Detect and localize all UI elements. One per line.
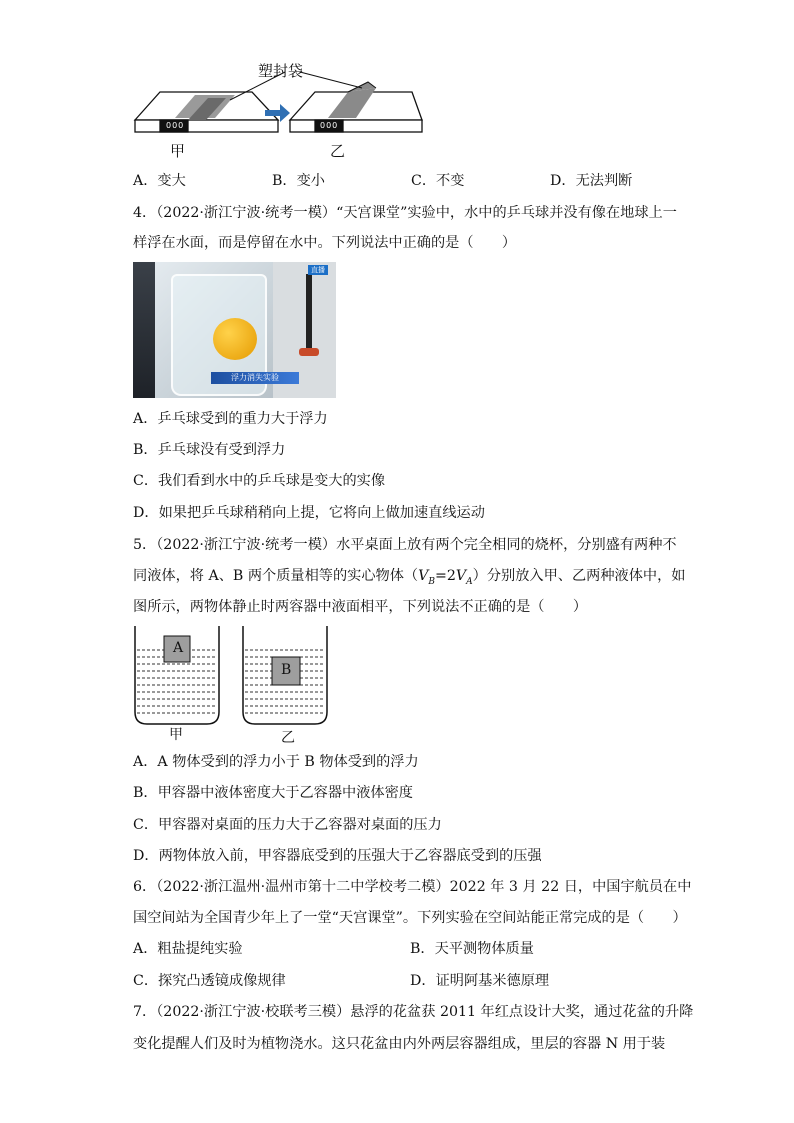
- live-tag: 直播: [308, 265, 328, 275]
- ping-pong-ball: [213, 318, 257, 360]
- caption-left: 甲: [169, 727, 183, 743]
- device-digits-right: 000: [320, 121, 339, 130]
- block-a-label: A: [173, 640, 184, 656]
- bag-label: 塑封袋: [258, 62, 304, 80]
- device-digits-left: 000: [166, 121, 185, 130]
- q5-figure: [133, 626, 363, 744]
- caption-left: 甲: [170, 142, 186, 160]
- scale-right: [290, 82, 422, 132]
- q6-stem-line2: 国空间站为全国青少年上了一堂“天宫课堂”。下列实验在空间站能正常完成的是（ ）: [133, 910, 687, 926]
- q5-option-c: C．甲容器对桌面的压力大于乙容器对桌面的压力: [133, 817, 442, 833]
- q4-option-a: A．乒乓球受到的重力大于浮力: [133, 411, 328, 427]
- q4-option-b: B．乒乓球没有受到浮力: [133, 442, 286, 458]
- q6-option-c: C．探究凸透镜成像规律: [133, 973, 286, 989]
- q4-stem-line2: 样浮在水面，而是停留在水中。下列说法中正确的是（ ）: [133, 235, 517, 251]
- q6-stem-line1: 6．（2022·浙江温州·温州市第十二中学校考二模）2022 年 3 月 22 日，中国宇航员在中: [133, 879, 692, 895]
- q6-option-b: B．天平测物体质量: [410, 941, 534, 957]
- q5-stem-line2: 同液体，将 A、B 两个质量相等的实心物体$(V_B=2V_A)$分别放入甲、乙两种液体中，如: [133, 568, 686, 587]
- q7-stem-line1: 7．（2022·浙江宁波·校联考三模）悬浮的花盆获 2011 年红点设计大奖，通过花盆的升降: [133, 1004, 694, 1020]
- beakers-diagram: [133, 626, 363, 730]
- bag-leader-line: [300, 72, 362, 88]
- rod-base: [299, 348, 319, 356]
- scale-left: [135, 92, 278, 132]
- q5-option-b: B．甲容器中液体密度大于乙容器中液体密度: [133, 785, 413, 801]
- q3-option-b: B．变小: [272, 173, 325, 189]
- q4-option-d: D．如果把乒乓球稍稍向上提，它将向上做加速直线运动: [133, 505, 485, 521]
- q6-option-a: A．粗盐提纯实验: [133, 941, 243, 957]
- photo-banner: 浮力消失实验: [211, 372, 299, 384]
- q6-option-d: D．证明阿基米德原理: [410, 973, 550, 989]
- q5-option-a: A．A 物体受到的浮力小于 B 物体受到的浮力: [133, 754, 419, 770]
- q5-stem-line3: 图所示，两物体静止时两容器中液面相平，下列说法不正确的是（ ）: [133, 599, 588, 615]
- rod: [306, 274, 312, 356]
- caption-right: 乙: [330, 142, 346, 160]
- photo-dark-corner: [133, 262, 155, 398]
- q7-stem-line2: 变化提醒人们及时为植物浇水。这只花盆由内外两层容器组成，里层的容器 N 用于装: [133, 1036, 666, 1052]
- q5-option-d: D．两物体放入前，甲容器底受到的压强大于乙容器底受到的压强: [133, 848, 542, 864]
- q4-option-c: C．我们看到水中的乒乓球是变大的实像: [133, 473, 386, 489]
- q3-option-d: D．无法判断: [550, 173, 633, 189]
- q3-option-a: A．变大: [133, 173, 186, 189]
- block-b-label: B: [281, 662, 292, 678]
- q3-option-c: C．不变: [411, 173, 465, 189]
- caption-right: 乙: [281, 730, 295, 746]
- q4-photo: [133, 262, 336, 398]
- q4-stem-line1: 4．（2022·浙江宁波·统考一模）“天宫课堂”实验中，水中的乒乓球并没有像在地球上一: [133, 205, 677, 221]
- q3-figure: [130, 60, 430, 170]
- q5-stem-line1: 5．（2022·浙江宁波·统考一模）水平桌面上放有两个完全相同的烧杯，分别盛有两种不: [133, 537, 677, 553]
